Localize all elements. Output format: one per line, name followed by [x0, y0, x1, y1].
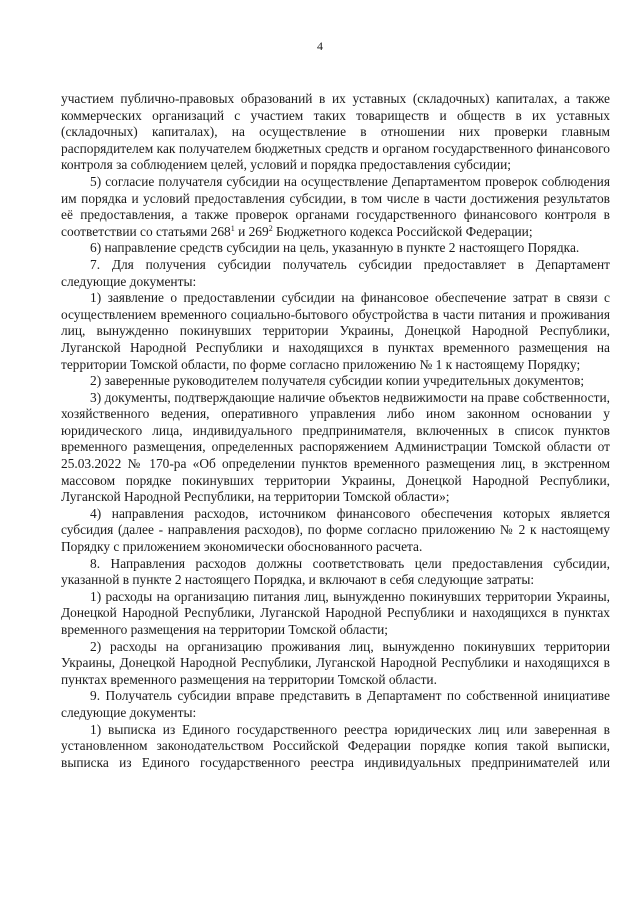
paragraph-clause-9-item-1: 1) выписка из Единого государственного реестра юридических лиц или заверенная в установленном законодательством Российской Федерации порядке копия такой выписки, выписка из Единого государственного реестра индивидуальных предпринимателей или	[61, 721, 610, 770]
paragraph-clause-7: 7. Для получения субсидии получатель субсидии предоставляет в Департамент следующие документы:	[61, 256, 610, 289]
paragraph-text: 5) согласие получателя субсидии на осуществление Департаментом проверок соблюдения им порядка и условий предоставления субсидии, в том числе в части достижения результатов её предоставления, а также проверок органами государственного финансового контроля в соответствии со статьями 268	[61, 173, 610, 239]
paragraph-clause-8-item-1: 1) расходы на организацию питания лиц, вынужденно покинувших территории Украины, Донецкой Народной Республики, Луганской Народной Республики и находящихся в пунктах временного размещения на территории Томской области;	[61, 588, 610, 637]
paragraph-text: Бюджетного кодекса Российской Федерации;	[272, 223, 533, 239]
superscript: 2	[268, 223, 273, 233]
paragraph-clause-7-item-1: 1) заявление о предоставлении субсидии на финансовое обеспечение затрат в связи с осуществлением временного социально-бытового обустройства в части питания и проживания лиц, вынужденно покинувших территории Украины, Донецкой Народной Республики, Луганской Народной Республики и находящихся в пунктах временного размещения на территории Томской области, по форме согласно приложению № 1 к настоящему Порядку;	[61, 290, 610, 372]
page-number: 4	[317, 39, 323, 53]
paragraph-clause-8-item-2: 2) расходы на организацию проживания лиц, вынужденно покинувших территории Украины, Донецкой Народной Республики, Луганской Народной Республики и находящихся в пунктах временного размещения на территории Томской области.	[61, 638, 610, 687]
paragraph-clause-7-item-3: 3) документы, подтверждающие наличие объектов недвижимости на праве собственности, хозяйственного ведения, оперативного управления либо ином законном основании у юридического лица, индивидуального предпринимателя, включенных в список пунктов временного размещения, определенных распоряжением Администрации Томской области от 25.03.2022 № 170-ра «Об определении пунктов временного размещения лиц, в экстренном массовом порядке покинувших территории Украины, Донецкой Народной Республики, Луганской Народной Республики, на территории Томской области»;	[61, 389, 610, 505]
paragraph-clause-7-item-2: 2) заверенные руководителем получателя субсидии копии учредительных документов;	[90, 373, 585, 389]
paragraph-text: и 269	[234, 223, 269, 239]
paragraph-item-6: 6) направление средств субсидии на цель, указанную в пункте 2 настоящего Порядка.	[90, 240, 580, 256]
superscript: 1	[230, 223, 235, 233]
paragraph-continuation: участием публично-правовых образований в их уставных (складочных) капиталах, а также коммерческих организаций с участием таких товариществ и обществ в их уставных (складочных) капиталах), на осуществление в отношении них проверки главным распорядителем как получателем бюджетных средств и органом государственного финансового контроля за соблюдением целей, условий и порядка предоставления субсидии;	[61, 91, 610, 173]
paragraph-clause-8: 8. Направления расходов должны соответствовать цели предоставления субсидии, указанной в пункте 2 настоящего Порядка, и включают в себя следующие затраты:	[61, 555, 610, 588]
document-body	[61, 91, 610, 771]
paragraph-item-5	[61, 174, 610, 240]
paragraph-clause-7-item-4: 4) направления расходов, источником финансового обеспечения которых является субсидия (далее - направления расходов), по форме согласно приложению № 2 к настоящему Порядку с приложением экономически обоснованного расчета.	[61, 505, 610, 555]
paragraph-clause-9: 9. Получатель субсидии вправе представить в Департамент по собственной инициативе следующие документы:	[61, 688, 610, 720]
